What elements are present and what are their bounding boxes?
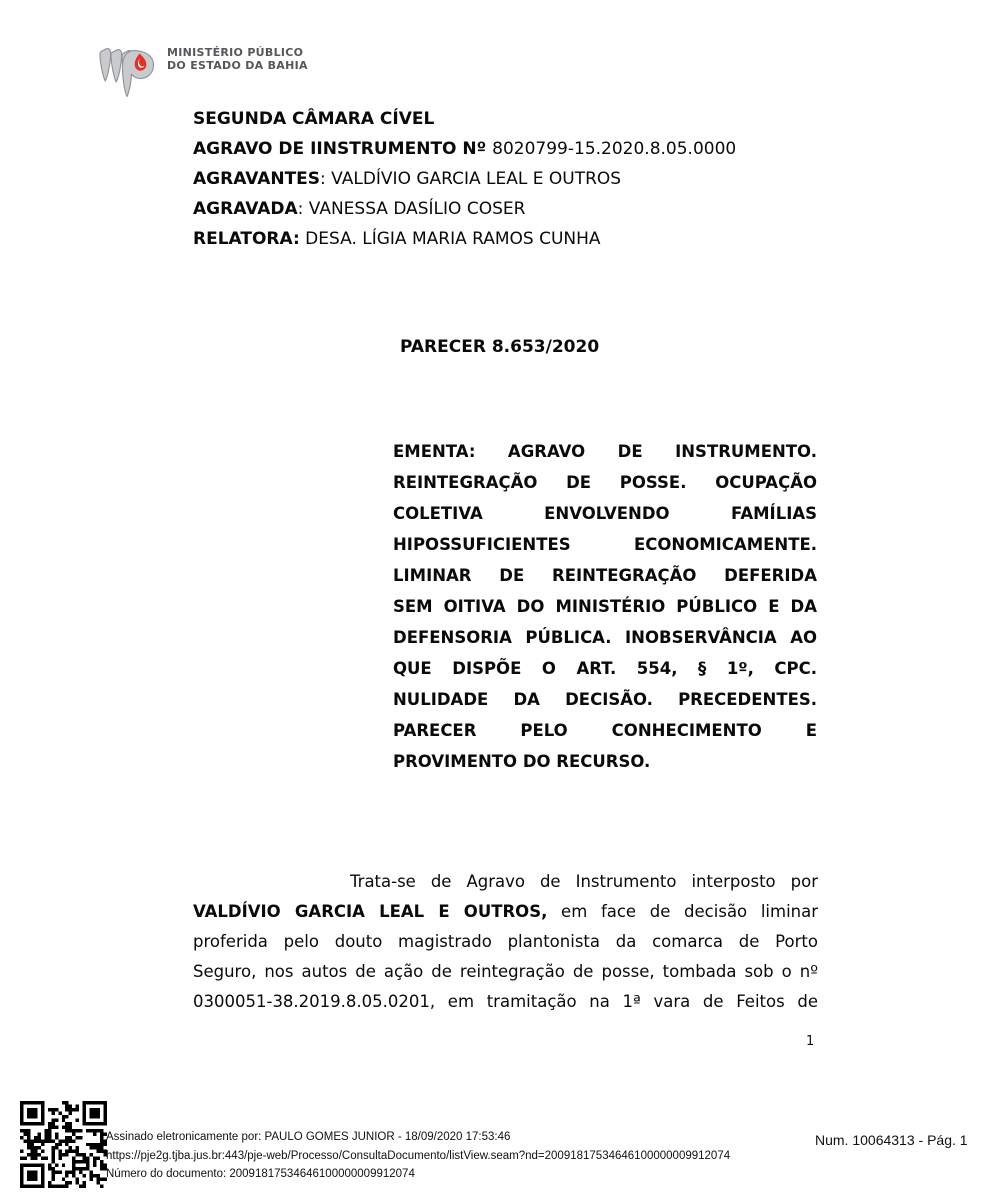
case-header-line (193, 104, 833, 134)
text-segment: proferida pelo douto magistrado plantonista da comarca de Porto (193, 932, 818, 951)
mp-bahia-flame-logo-icon (96, 44, 158, 106)
body-line (193, 957, 818, 987)
text-segment: Seguro, nos autos de ação de reintegração de posse, tombada sob o nº (193, 962, 818, 981)
page-number: 1 (806, 1034, 815, 1049)
text-segment: : VANESSA DASÍLIO COSER (297, 199, 526, 219)
text-segment: VALDÍVIO GARCIA LEAL E OUTROS, (193, 902, 548, 921)
case-header-line (193, 164, 833, 194)
text-segment: 0300051-38.2019.8.05.0201, em tramitação na 1ª vara de Feitos de (193, 992, 818, 1011)
qr-code-icon (20, 1101, 107, 1188)
ementa-line: QUE DISPÕE O ART. 554, § 1º, CPC. (393, 659, 817, 678)
text-segment: em face de decisão liminar (547, 902, 818, 921)
ementa-line: REINTEGRAÇÃO DE POSSE. OCUPAÇÃO (393, 473, 817, 492)
case-header-line (193, 134, 833, 164)
document-url: https://pje2g.tjba.jus.br:443/pje-web/Processo/ConsultaDocumento/listView.seam?nd=20091817534646100000009912074 (106, 1149, 731, 1162)
logo-org-name-line1: MINISTÉRIO PÚBLICO (167, 46, 304, 59)
body-line (193, 897, 818, 927)
body-line (193, 987, 818, 1017)
ementa-line: DEFENSORIA PÚBLICA. INOBSERVÂNCIA AO (393, 628, 817, 647)
text-segment: SEGUNDA CÂMARA CÍVEL (193, 109, 435, 129)
text-segment: : VALDÍVIO GARCIA LEAL E OUTROS (320, 169, 622, 189)
case-header-block (193, 104, 833, 254)
body-line (193, 867, 818, 897)
text-segment: AGRAVADA (193, 199, 298, 219)
text-segment: DESA. LÍGIA MARIA RAMOS CUNHA (299, 229, 601, 249)
ementa-line: SEM OITIVA DO MINISTÉRIO PÚBLICO E DA (393, 597, 817, 616)
text-segment: AGRAVANTES (193, 169, 321, 189)
parecer-title: PARECER 8.653/2020 (400, 337, 600, 357)
body-paragraph (193, 867, 818, 1017)
text-segment: Trata-se de Agravo de Instrumento interposto por (350, 872, 818, 891)
ementa-line: NULIDADE DA DECISÃO. PRECEDENTES. (393, 690, 817, 709)
case-header-line (193, 194, 833, 224)
case-header-line (193, 224, 833, 254)
text-segment: 8020799-15.2020.8.05.0000 (492, 139, 737, 159)
body-line (193, 927, 818, 957)
logo-org-name (167, 46, 308, 72)
ementa-line: EMENTA: AGRAVO DE INSTRUMENTO. (393, 442, 817, 461)
ementa-block (393, 436, 817, 777)
ementa-line: COLETIVA ENVOLVENDO FAMÍLIAS (393, 504, 817, 523)
text-segment: RELATORA: (193, 229, 300, 249)
ementa-line: HIPOSSUFICIENTES ECONOMICAMENTE. (393, 535, 817, 554)
signature-footer (106, 1128, 730, 1184)
document-number: Número do documento: 20091817534646100000009912074 (106, 1168, 415, 1180)
text-segment: AGRAVO DE IINSTRUMENTO Nº (193, 139, 493, 159)
ementa-line: PROVIMENTO DO RECURSO. (393, 752, 651, 771)
logo-org-name-line2: DO ESTADO DA BAHIA (167, 59, 308, 72)
num-page-stamp: Num. 10064313 - Pág. 1 (815, 1132, 968, 1148)
ementa-line: PARECER PELO CONHECIMENTO E (393, 721, 817, 740)
signature-line: Assinado eletronicamente por: PAULO GOMES JUNIOR - 18/09/2020 17:53:46 (106, 1131, 511, 1143)
ementa-line: LIMINAR DE REINTEGRAÇÃO DEFERIDA (393, 566, 817, 585)
